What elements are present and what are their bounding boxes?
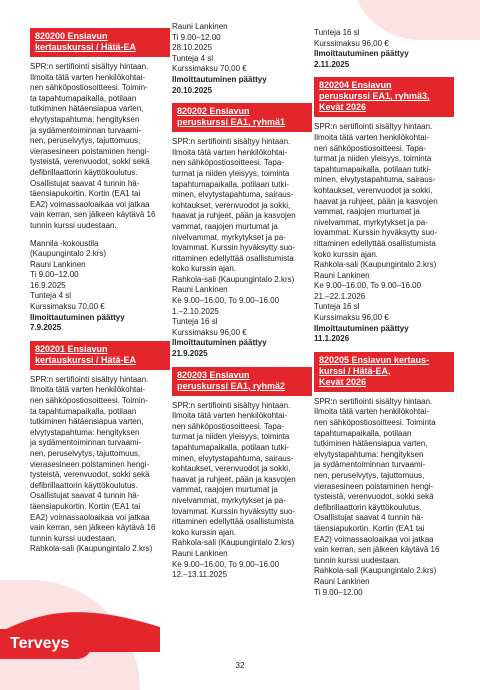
text-line: kohtaukset, verenvuodot ja sokki, [172,464,291,474]
heading-line: 820204 Ensiavun [319,80,392,91]
text-line: Ti 9.00–12.00 [172,32,221,42]
text-line: defibrillaattorin käyttökoulutus. [314,502,422,512]
text-line: tysteistä, verenvuodot, sokki sekä [30,470,150,480]
text-line: 21.–22.1.2026 [314,291,366,301]
text-line: kohtaukset, verenvuodot ja sokki, [172,200,291,210]
course-description-820205 [314,397,454,598]
text-line: Ilmoittautuminen päättyy [172,338,267,348]
text-line: Ilmoittautuminen päättyy [30,312,125,322]
text-line: EA2) voimassaoloaikaa voi jatkaa [30,199,150,209]
text-line: Tunteja 16 sl [314,302,360,312]
column-3 [314,28,454,605]
course-heading-820202 [172,103,312,132]
text-line: Osallistujat saavat 4 tunnin hä- [30,178,140,188]
text-line: 21.9.2025 [172,349,208,359]
course-description-820202 [172,137,312,338]
text-line: Rauni Lankinen [172,548,228,558]
text-line: SPR:n sertifiointi sisältyy hintaan. [30,62,149,71]
text-line: vierasesineen poistaminen hengi- [314,481,434,491]
heading-line: 820200 Ensiavun [35,31,108,41]
heading-line: kertauskurssi / Hätä-EA [35,354,137,365]
text-line: 7.9.2025 [30,323,62,333]
course-details-820203 [314,28,454,49]
text-line: lovammat. Kurssin hyväksytty suo- [314,228,438,238]
text-line: tapahtumapaikalla, potilaan [314,428,412,438]
course-details-820200 [30,239,170,313]
text-line: Rahkola-sali (Kaupungintalo 2.krs) [172,274,295,284]
text-line: SPR:n sertifiointi sisältyy hintaan. [30,374,149,384]
text-line: Kurssimaksu 96,00 € [314,313,389,323]
text-line: Osallistujat saavat 4 tunnin hä- [30,491,140,501]
text-line: Kurssimaksu 70,00 € [30,302,105,312]
text-line: EA2) voimassaoloaikaa voi jatkaa [314,534,434,544]
text-line: Ilmoita tätä varten henkilökohtai- [172,147,288,157]
text-line: minen, elvytystapahtuma, sairaus- [314,175,436,185]
heading-line: kurssi / Hätä-EA, [319,365,391,376]
text-line: nen sähköpostiosoitteesi. Toiminta [314,418,436,428]
heading-line: peruskurssi EA1, ryhmä3, [319,91,430,102]
heading-line: 820202 Ensiavun [177,106,250,117]
text-line: lovammat. Kurssin hyväksytty suo- [172,506,296,516]
text-line: koko kurssin ajan. [172,527,237,537]
course-description-820200 [30,62,170,232]
text-line: nen, peruselvytys, tajuttomuus, [30,449,141,458]
text-line: Rauni Lankinen [314,576,370,586]
text-line: rittaminen edellyttää osallistumista [314,238,436,248]
text-line: Ilmoita tätä varten henkilökohtai- [314,407,430,417]
text-line: tunnin kurssi uudestaan. [314,555,401,565]
text-line: vierasesineen poistaminen hengi- [30,459,150,469]
course-details-820201 [172,22,312,75]
text-line: Rahkola-sali (Kaupungintalo 2.krs) [314,260,437,270]
text-line: SPR:n sertifiointi sisältyy hintaan. [172,400,291,410]
text-line: vain kerran, sen jälkeen käytävä 16 [314,545,440,555]
text-line: Ilmoittautuminen päättyy [314,323,409,333]
text-line: turmat ja niiden yleisyys, toiminta [172,168,290,178]
text-line: minen, elvytystapahtuma, sairaus- [172,453,294,463]
text-line: defibrillaattorin käyttökoulutus. [30,167,138,177]
text-line: elvytystapahtuma: hengityksen [30,114,140,124]
text-line: tunnin kurssi uudestaan. [30,220,117,230]
text-line: vierasesineen poistaminen hengi- [30,146,150,156]
text-line: koko kurssin ajan. [314,249,379,259]
text-line: nen sähköpostiosoitteesi. Tapa- [172,158,284,168]
text-line: tysteistä, verenvuodot, sokki sekä [30,157,150,167]
text-line: elvytystapahtuma: hengityksen [30,427,140,437]
text-line: turmat ja niiden yleisyys, toiminta [172,432,290,442]
text-line: koko kurssin ajan. [172,264,237,274]
column-1 [30,28,170,562]
course-heading-820205 [314,352,454,392]
text-line: tapahtumapaikalla, potilaan tutki- [172,179,289,189]
text-line: Ilmoita tätä varten henkilökohtai- [30,385,146,395]
text-line: Rauni Lankinen [172,285,228,295]
course-description-820201 [30,375,170,555]
course-description-820203 [172,401,312,581]
text-line: Rauni Lankinen [172,22,228,31]
text-line: tysteistä, verenvuodot, sokki sekä [314,492,434,502]
text-line: minen, elvytystapahtuma, sairaus- [172,190,294,200]
text-line: 2.11.2025 [314,59,350,69]
heading-line: Kevät 2026 [319,376,367,387]
text-line: Ilmoittautuminen päättyy [314,49,409,59]
text-line: täensiapukortin. Kortin (EA1 tai [314,523,425,533]
text-line: Tunteja 4 sl [30,291,72,301]
text-line: 16.9.2025 [30,280,66,290]
text-line: nen sähköpostiosoitteesi. Tapa- [314,143,426,153]
text-line: ja sydämentoiminnan turvaami- [30,438,142,448]
text-line: Ilmoita tätä varten henkilökohtai- [314,132,430,142]
text-line: haavat ja ruhjeet, pään ja kasvojen [314,196,438,206]
text-line: ta tapahtumapaikalla, potilaan [30,93,137,103]
text-line: Ke 9.00–16.00, To 9.00–16.00 [314,281,422,291]
text-line: tunnin kurssi uudestaan. [30,533,117,543]
heading-line: 820203 Ensiavun [177,369,250,380]
registration-deadline-820203 [314,49,454,70]
text-line: ja sydämentoiminnan turvaami- [314,460,426,470]
text-line: Rauni Lankinen [30,259,86,269]
registration-deadline-820201 [172,75,312,96]
course-heading-820204 [314,77,454,117]
text-line: täensiapukortin. Kortin (EA1 tai [30,189,141,199]
text-line: elvytystapahtuma: hengityksen [314,449,424,459]
text-line: vammat, raajojen murtumat ja [172,485,278,495]
text-line: turmat ja niiden yleisyys, toiminta [314,154,432,164]
text-line: Tunteja 16 sl [314,28,360,37]
text-line: SPR:n sertifiointi sisältyy hintaan. [314,122,433,132]
text-line: 20.10.2025 [172,85,213,95]
text-line: vammat, raajojen murtumat ja [172,221,278,231]
column-2 [172,22,312,588]
text-line: ta tapahtumapaikalla, potilaan [30,406,137,416]
text-line: Rahkola-sali (Kaupungintalo 2.krs) [30,544,153,554]
text-line: (Kaupungintalo 2.krs) [30,249,107,259]
text-line: Rauni Lankinen [314,270,370,280]
text-line: Rahkola-sali (Kaupungintalo 2.krs) [172,538,295,548]
text-line: rittaminen edellyttää osallistumista [172,517,294,527]
text-line: tutkiminen hätäensiapua varten, [314,439,428,449]
text-line: Ilmoittautuminen päättyy [172,74,267,84]
heading-line: 820201 Ensiavun [35,343,108,354]
text-line: nivelvammat, myrkytykset ja pa- [172,232,286,242]
text-line: tapahtumapaikalla, potilaan tutki- [172,443,289,452]
text-line: tutkiminen hätäensiapua varten, [30,417,144,427]
text-line: Ke 9.00–16.00, To 9.00–16.00 [172,296,280,306]
heading-line: kertauskurssi / Hätä-EA [35,42,137,52]
course-heading-820203 [172,367,312,396]
text-line: kohtaukset, verenvuodot ja sokki, [314,185,433,195]
text-line: Mannila -kokoustila [30,238,99,248]
text-line: vain kerran, sen jälkeen käytävä 16 [30,210,156,220]
text-line: vammat, raajojen murtumat ja [314,207,420,217]
text-line: Ke 9.00–16.00, To 9.00–16.00 [172,559,280,569]
text-line: defibrillaattorin käyttökoulutus. [30,480,138,490]
text-line: 28.10.2025 [172,43,213,53]
text-line: 1.–2.10.2025 [172,306,219,316]
text-line: nen sähköpostiosoitteesi. Toimin- [30,83,148,93]
text-line: nen sähköpostiosoitteesi. Tapa- [172,421,284,431]
text-line: EA2) voimassaoloaikaa voi jatkaa [30,512,150,522]
text-line: Ilmoita tätä varten henkilökohtai- [30,72,146,82]
text-line: Kurssimaksu 70,00 € [172,64,247,74]
text-line: Osallistujat saavat 4 tunnin hä- [314,513,424,523]
text-line: 11.1.2026 [314,334,350,344]
text-line: SPR:n sertifiointi sisältyy hintaan. [172,137,291,147]
text-line: nen sähköpostiosoitteesi. Toimin- [30,396,148,406]
text-line: nen, peruselvytys, tajuttomuus, [314,471,425,480]
course-heading-820200 [30,28,170,57]
text-line: tapahtumapaikalla, potilaan tutki- [314,164,431,174]
text-line: täensiapukortin. Kortin (EA1 tai [30,501,141,511]
course-heading-820201 [30,341,170,370]
text-line: rittaminen edellyttää osallistumista [172,253,294,263]
heading-line: peruskurssi EA1, ryhmä2 [177,380,286,391]
page-number: 32 [235,661,245,670]
text-line: vain kerran, sen jälkeen käytävä 16 [30,523,156,533]
text-line: haavat ja ruhjeet, pään ja kasvojen [172,211,296,221]
registration-deadline-820202 [172,338,312,359]
text-line: ja sydämentoiminnan turvaami- [30,125,142,135]
text-line: Ilmoita tätä varten henkilökohtai- [172,411,288,421]
text-line: nivelvammat, myrkytykset ja pa- [314,217,428,227]
text-line: Kurssimaksu 96,00 € [172,327,247,337]
registration-deadline-820200 [30,313,170,334]
text-line: nivelvammat, myrkytykset ja pa- [172,495,286,505]
text-line: Ti 9.00–12.00 [314,587,363,597]
text-line: Kurssimaksu 96,00 € [314,38,389,48]
heading-line: 820205 Ensiavun kertaus- [319,354,430,365]
section-tab: Terveys [0,629,92,659]
text-line: nen, peruselvytys, tajuttomuus, [30,136,141,146]
heading-line: peruskurssi EA1, ryhmä1 [177,117,286,128]
text-line: lovammat. Kurssin hyväksytty suo- [172,243,296,253]
text-line: 12.–13.11.2025 [172,570,228,580]
heading-line: Kevät 2026 [319,102,367,113]
text-line: tutkiminen hätäensiapua varten, [30,104,144,114]
text-line: Rahkola-sali (Kaupungintalo 2.krs) [314,566,437,576]
registration-deadline-820204 [314,324,454,345]
text-line: haavat ja ruhjeet, pään ja kasvojen [172,474,296,484]
text-line: Ti 9.00–12.00 [30,270,79,280]
text-line: SPR:n sertifiointi sisältyy hintaan. [314,396,433,406]
text-line: Tunteja 16 sl [172,317,218,327]
course-description-820204 [314,122,454,323]
text-line: Tunteja 4 sl [172,53,214,63]
